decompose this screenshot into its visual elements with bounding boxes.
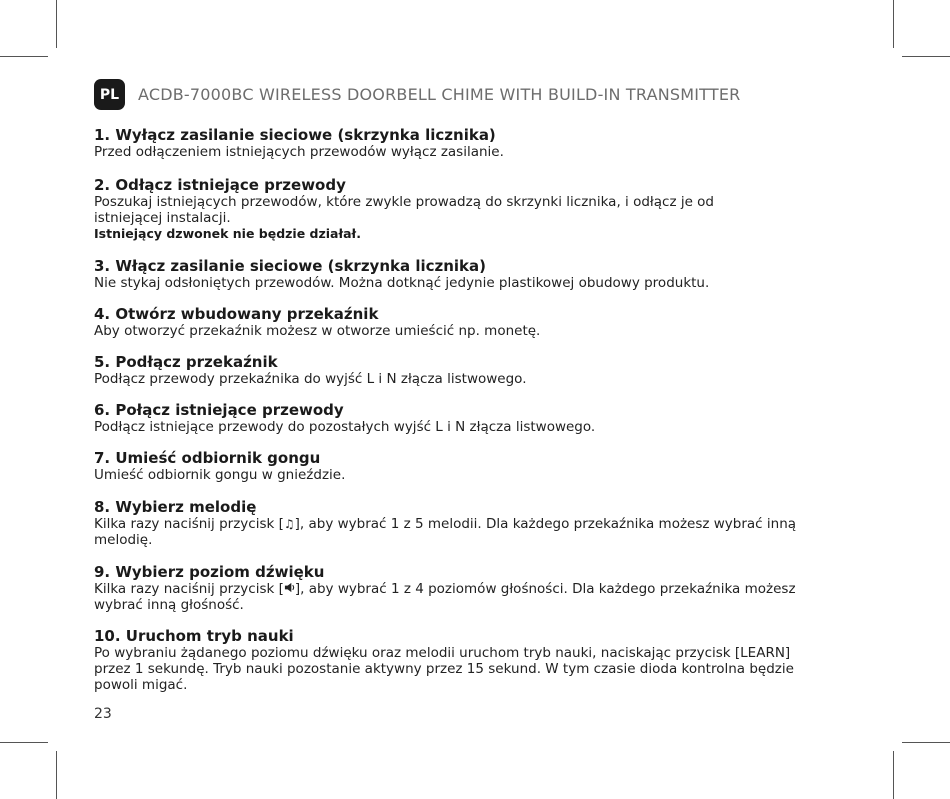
step-title: 10. Uruchom tryb nauki xyxy=(94,627,294,645)
step-text: Umieść odbiornik gongu w gnieździe. xyxy=(94,467,346,483)
step-6 xyxy=(94,402,834,435)
step-text xyxy=(94,581,834,613)
step-4 xyxy=(94,306,834,339)
crop-mark xyxy=(0,56,48,57)
crop-mark xyxy=(56,0,57,48)
step-text: Aby otworzyć przekaźnik możesz w otworze umieścić np. monetę. xyxy=(94,323,541,339)
page-header xyxy=(94,79,740,110)
step-text: Po wybraniu żądanego poziomu dźwięku oraz melodii uruchom tryb nauki, naciskając przycisk [LEARN] przez 1 sekundę. Tryb nauki pozostanie aktywny przez 15 sekund. W tym czasie dioda kontrolna będzie powoli migać. xyxy=(94,645,794,693)
step-1 xyxy=(94,127,834,160)
step-text-before: Kilka razy naciśnij przycisk [ xyxy=(94,516,284,532)
crop-mark xyxy=(893,0,894,48)
step-2 xyxy=(94,177,834,242)
crop-mark xyxy=(56,751,57,799)
step-text-after: ], aby wybrać 1 z 4 poziomów głośności. Dla każdego przekaźnika możesz wybrać inną głośność. xyxy=(94,581,796,613)
step-title: 4. Otwórz wbudowany przekaźnik xyxy=(94,305,379,323)
crop-mark xyxy=(902,742,950,743)
language-badge: PL xyxy=(94,79,125,110)
step-title: 6. Połącz istniejące przewody xyxy=(94,401,344,419)
step-title: 8. Wybierz melodię xyxy=(94,498,257,516)
step-text: Podłącz przewody przekaźnika do wyjść L i N złącza listwowego. xyxy=(94,371,527,387)
step-text-after: ], aby wybrać 1 z 5 melodii. Dla każdego przekaźnika możesz wybrać inną melodię. xyxy=(94,516,797,548)
step-8 xyxy=(94,499,834,548)
step-title: 9. Wybierz poziom dźwięku xyxy=(94,563,325,581)
step-9 xyxy=(94,564,834,613)
step-3 xyxy=(94,258,834,291)
step-warning: Istniejący dzwonek nie będzie działał. xyxy=(94,226,361,241)
document-title: ACDB-7000BC WIRELESS DOORBELL CHIME WITH BUILD-IN TRANSMITTER xyxy=(138,85,741,104)
crop-mark xyxy=(893,751,894,799)
volume-icon xyxy=(284,581,295,597)
music-note-icon: ♫ xyxy=(283,517,295,531)
step-text: Podłącz istniejące przewody do pozostałych wyjść L i N złącza listwowego. xyxy=(94,419,596,435)
step-text: Poszukaj istniejących przewodów, które zwykle prowadzą do skrzynki licznika, i odłącz je od istniejącej instalacji. xyxy=(94,194,714,226)
step-5 xyxy=(94,354,834,387)
step-text-before: Kilka razy naciśnij przycisk [ xyxy=(94,581,284,597)
step-title: 7. Umieść odbiornik gongu xyxy=(94,449,321,467)
step-title: 3. Włącz zasilanie sieciowe (skrzynka licznika) xyxy=(94,257,487,275)
step-title: 2. Odłącz istniejące przewody xyxy=(94,176,346,194)
step-7 xyxy=(94,450,834,483)
step-title: 1. Wyłącz zasilanie sieciowe (skrzynka licznika) xyxy=(94,126,496,144)
page-number: 23 xyxy=(94,706,112,722)
crop-mark xyxy=(0,742,48,743)
step-text xyxy=(94,516,834,548)
crop-mark xyxy=(902,56,950,57)
step-title: 5. Podłącz przekaźnik xyxy=(94,353,278,371)
step-text: Nie stykaj odsłoniętych przewodów. Można dotknąć jedynie plastikowej obudowy produktu. xyxy=(94,275,710,291)
step-text: Przed odłączeniem istniejących przewodów wyłącz zasilanie. xyxy=(94,144,504,160)
step-10 xyxy=(94,628,834,693)
